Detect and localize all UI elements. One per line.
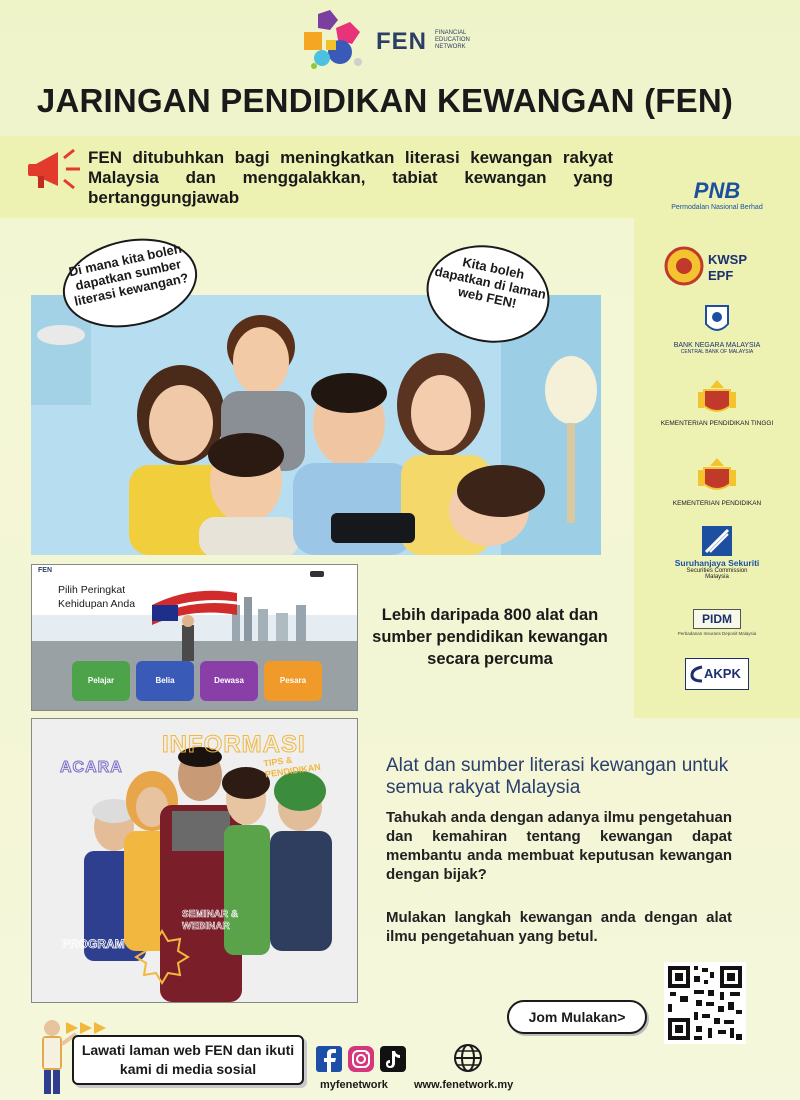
life-stage-tiles — [72, 661, 328, 701]
preview-heading: Pilih Peringkat Kehidupan Anda — [58, 584, 136, 610]
events-preview — [31, 718, 358, 1003]
bnm-sub: CENTRAL BANK OF MALAYSIA — [680, 349, 754, 355]
preview-logo: FEN — [38, 567, 52, 574]
program-label: PROGRAM — [62, 937, 125, 951]
fen-logo — [300, 10, 500, 72]
social-handle[interactable]: myfenetwork — [320, 1079, 388, 1091]
intro-text: FEN ditubuhkan bagi meningkatkan literasi kewangan rakyat Malaysia dan menggalakkan, tabiat kewangan yang bertanggungjawab — [88, 148, 613, 207]
logo-mark-icon — [300, 10, 368, 72]
sc-name: Suruhanjaya Sekuriti — [674, 558, 760, 568]
kpt-name: KEMENTERIAN PENDIDIKAN TINGGI — [660, 420, 774, 427]
tools-heading: Alat dan sumber literasi kewangan untuk semua rakyat Malaysia — [386, 755, 729, 798]
answer-speech-bubble: Kita boleh dapatkan di laman web FEN! — [417, 234, 558, 354]
bnm-emblem-icon — [704, 304, 730, 336]
megaphone-icon — [22, 142, 86, 198]
tile-pelajar[interactable]: Pelajar — [72, 661, 130, 701]
kwsp-name: KWSP — [708, 252, 747, 267]
kp-crest-icon — [694, 456, 740, 496]
qr-code[interactable] — [664, 962, 746, 1044]
pnb-sub: Permodalan Nasional Berhad — [671, 204, 763, 211]
social-icons — [316, 1044, 436, 1074]
sc-emblem-icon — [702, 526, 732, 556]
akpk-logo — [634, 658, 800, 690]
kp-logo — [634, 456, 800, 507]
bnm-name: BANK NEGARA MALAYSIA — [673, 342, 761, 349]
instagram-icon[interactable] — [348, 1046, 374, 1072]
tiktok-icon[interactable] — [380, 1046, 406, 1072]
website-preview — [31, 564, 358, 711]
logo-subtitle: FINANCIAL EDUCATION NETWORK — [435, 30, 470, 50]
page-title: JARINGAN PENDIDIKAN KEWANGAN (FEN) — [36, 82, 734, 119]
kp-name: KEMENTERIAN PENDIDIKAN — [672, 500, 762, 507]
paragraph-start: Mulakan langkah kewangan anda dengan alat ilmu pengetahuan yang betul. — [386, 909, 732, 945]
tile-pesara[interactable]: Pesara — [264, 661, 322, 701]
akpk-box — [685, 658, 749, 690]
akpk-mark-icon — [690, 665, 704, 683]
paragraph-knowledge: Tahukah anda dengan adanya ilmu pengetahuan dan kemahiran tentang kewangan dapat membantu anda membuat keputusan kewangan dengan bijak? — [386, 809, 732, 883]
kwsp-sub: EPF — [708, 268, 734, 283]
tile-belia[interactable]: Belia — [136, 661, 194, 701]
bnm-logo — [634, 304, 800, 355]
akpk-name: AKPK — [704, 666, 741, 681]
website-link[interactable]: www.fenetwork.my — [414, 1079, 514, 1091]
question-speech-bubble: Di mana kita boleh dapatkan sumber literasi kewangan? — [55, 227, 206, 339]
kpt-logo — [634, 378, 800, 427]
pidm-logo — [634, 608, 800, 636]
pnb-logo — [634, 178, 800, 211]
tips-label: TIPS & PENDIDIKAN — [262, 754, 322, 780]
jom-mulakan-button[interactable]: Jom Mulakan> — [507, 1000, 647, 1034]
sc-logo — [634, 526, 800, 580]
informasi-label: INFORMASI — [162, 731, 306, 758]
qr-code-icon — [664, 962, 746, 1044]
facebook-icon[interactable] — [316, 1046, 342, 1072]
kwsp-emblem-icon — [664, 246, 704, 286]
visit-website-box: Lawati laman web FEN dan ikuti kami di media sosial — [72, 1035, 304, 1085]
kpt-crest-icon — [694, 378, 740, 418]
sc-sub: Securities Commission Malaysia — [686, 568, 748, 580]
sponsor-strip — [634, 178, 800, 718]
pidm-sub: Perbadanan Insurans Deposit Malaysia — [677, 631, 757, 636]
arrow-chevrons-icon — [66, 1020, 112, 1036]
social-icon-row — [316, 1044, 436, 1074]
pnb-name: PNB — [693, 178, 741, 203]
tile-dewasa[interactable]: Dewasa — [200, 661, 258, 701]
logo-wordmark: FEN — [376, 28, 427, 55]
seminar-label: SEMINAR & WEBINAR — [182, 909, 239, 932]
globe-icon — [452, 1042, 484, 1074]
acara-label: ACARA — [60, 759, 123, 776]
resources-count-text: Lebih daripada 800 alat dan sumber pendidikan kewangan secara percuma — [372, 606, 608, 668]
pidm-name: PIDM — [693, 609, 741, 629]
